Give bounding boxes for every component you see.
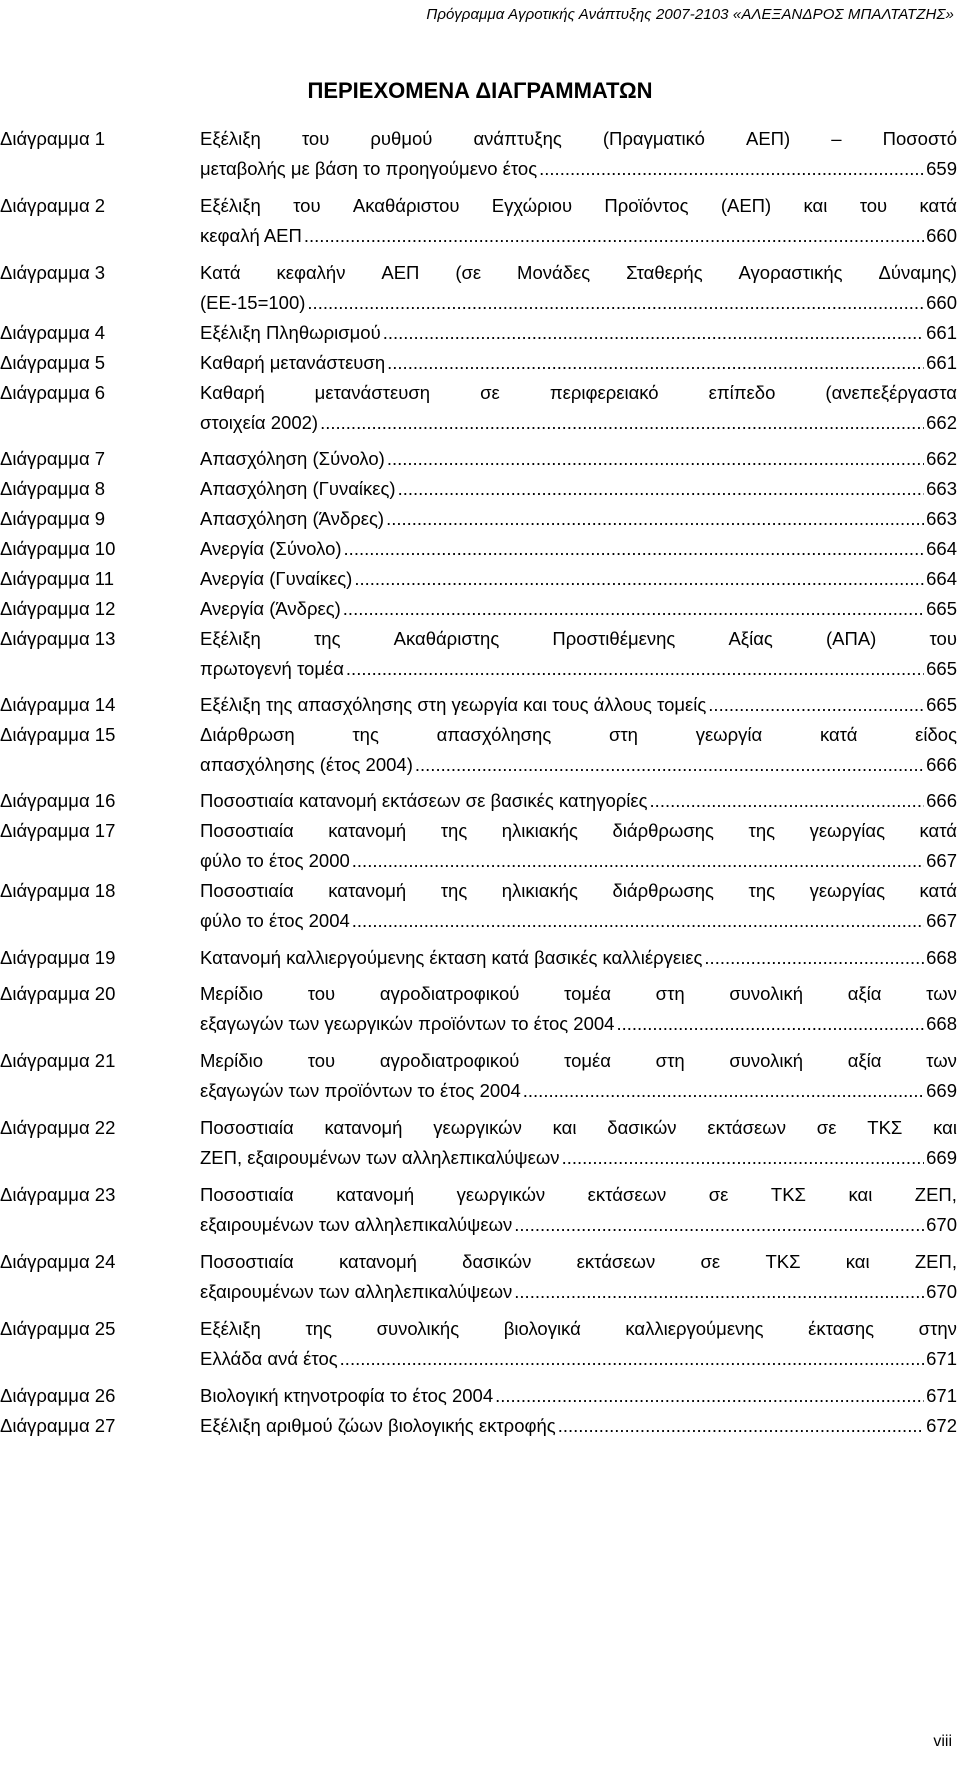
toc-entry-description xyxy=(200,1411,957,1441)
page-number: viii xyxy=(933,1733,952,1750)
running-header: Πρόγραμμα Αγροτικής Ανάπτυξης 2007-2103 «ΑΛΕΞΑΝΔΡΟΣ ΜΠΑΛΤΑΤΖΗΣ» xyxy=(426,6,954,23)
toc-entry-label: Διάγραμμα 12 xyxy=(0,598,116,619)
dot-leader xyxy=(346,654,924,684)
toc-entry-page[interactable]: 667 xyxy=(926,850,957,871)
toc-entry[interactable] xyxy=(0,1046,960,1106)
toc-entry-label: Διάγραμμα 6 xyxy=(0,382,106,403)
toc-entry-text-line: Κατά κεφαλήν ΑΕΠ (σε Μονάδες Σταθερής Αγοραστικής Δύναμης) xyxy=(200,262,957,283)
toc-entry[interactable] xyxy=(0,1381,960,1411)
toc-entry-label: Διάγραμμα 1 xyxy=(0,128,106,149)
toc-entry-label: Διάγραμμα 25 xyxy=(0,1318,116,1339)
toc-entry[interactable] xyxy=(0,979,960,1039)
toc-entry-description xyxy=(200,564,957,594)
dot-leader xyxy=(387,444,924,474)
toc-entry-label: Διάγραμμα 26 xyxy=(0,1385,116,1406)
toc-entry-label: Διάγραμμα 4 xyxy=(0,322,106,343)
toc-entry-last-line xyxy=(200,1381,957,1411)
toc-entry-page[interactable]: 670 xyxy=(926,1281,957,1302)
dot-leader xyxy=(650,786,925,816)
toc-entry[interactable] xyxy=(0,1247,960,1307)
toc-entry-last-line xyxy=(200,154,957,184)
toc-entry[interactable] xyxy=(0,258,960,318)
toc-entry-description xyxy=(200,720,957,780)
toc-entry-label: Διάγραμμα 7 xyxy=(0,448,106,469)
toc-entry-text: εξαιρουμένων των αλληλεπικαλύψεων xyxy=(200,1214,513,1235)
toc-entry-text-line: Εξέλιξη της συνολικής βιολογικά καλλιεργούμενης έκτασης στην xyxy=(200,1318,957,1339)
toc-entry-last-line xyxy=(200,1009,957,1039)
toc-entry-text-line: Ποσοστιαία κατανομή της ηλικιακής διάρθρωσης της γεωργίας κατά xyxy=(200,820,957,841)
toc-entry-description xyxy=(200,1247,957,1307)
toc-entry-text: φύλο το έτος 2004 xyxy=(200,910,350,931)
dot-leader xyxy=(558,1411,924,1441)
toc-entry-page[interactable]: 661 xyxy=(926,322,957,343)
toc-entry-last-line xyxy=(200,1277,957,1307)
toc-entry-last-line xyxy=(200,906,957,936)
toc-entry-text-line: Ποσοστιαία κατανομή της ηλικιακής διάρθρωσης της γεωργίας κατά xyxy=(200,880,957,901)
toc-entry-last-line xyxy=(200,654,957,684)
dot-leader xyxy=(708,690,924,720)
toc-entry-description xyxy=(200,979,957,1039)
dot-leader xyxy=(514,1277,924,1307)
toc-entry-text: (ΕΕ-15=100) xyxy=(200,292,306,313)
toc-entry-page[interactable]: 664 xyxy=(926,538,957,559)
toc-entry[interactable] xyxy=(0,124,960,184)
toc-entry[interactable] xyxy=(0,720,960,780)
toc-entry-last-line xyxy=(200,786,957,816)
toc-entry-page[interactable]: 663 xyxy=(926,478,957,499)
toc-entry-label: Διάγραμμα 20 xyxy=(0,983,116,1004)
toc-entry-label: Διάγραμμα 15 xyxy=(0,724,116,745)
toc-entry-label: Διάγραμμα 24 xyxy=(0,1251,116,1272)
dot-leader xyxy=(304,221,924,251)
toc-entry-last-line xyxy=(200,348,957,378)
toc-entry-text: απασχόλησης (έτος 2004) xyxy=(200,754,413,775)
toc-entry[interactable] xyxy=(0,348,960,378)
dot-leader xyxy=(523,1076,924,1106)
toc-entry-page[interactable]: 662 xyxy=(926,448,957,469)
dot-leader xyxy=(704,943,924,973)
toc-entry-page[interactable]: 661 xyxy=(926,352,957,373)
toc-entry-text: Εξέλιξη Πληθωρισμού xyxy=(200,322,381,343)
toc-entry-label: Διάγραμμα 13 xyxy=(0,628,116,649)
toc-entry-text: πρωτογενή τομέα xyxy=(200,658,344,679)
toc-entry-last-line xyxy=(200,594,957,624)
dot-leader xyxy=(352,906,924,936)
toc-entry-last-line xyxy=(200,1210,957,1240)
toc-entry-text: εξαιρουμένων των αλληλεπικαλύψεων xyxy=(200,1281,513,1302)
dot-leader xyxy=(616,1009,924,1039)
toc-entry-description xyxy=(200,474,957,504)
toc-entry-page[interactable]: 669 xyxy=(926,1147,957,1168)
toc-entry-description xyxy=(200,534,957,564)
toc-entry[interactable] xyxy=(0,318,960,348)
toc-entry-text: Εξέλιξη αριθμού ζώων βιολογικής εκτροφής xyxy=(200,1415,556,1436)
toc-entry-text-line: Εξέλιξη του ρυθμού ανάπτυξης (Πραγματικό ΑΕΠ) – Ποσοστό xyxy=(200,128,957,149)
toc-entry-page[interactable]: 671 xyxy=(926,1348,957,1369)
toc-entry-last-line xyxy=(200,1344,957,1374)
toc-entry[interactable] xyxy=(0,624,960,684)
toc-entry-description xyxy=(200,624,957,684)
table-of-figures xyxy=(0,124,960,1441)
toc-entry-description xyxy=(200,690,957,720)
toc-entry[interactable] xyxy=(0,876,960,936)
toc-entry-page[interactable]: 672 xyxy=(926,1415,957,1436)
dot-leader xyxy=(343,594,924,624)
toc-entry-last-line xyxy=(200,690,957,720)
toc-entry-description xyxy=(200,1314,957,1374)
toc-entry-text-line: Ποσοστιαία κατανομή γεωργικών εκτάσεων σε ΤΚΣ και ΖΕΠ, xyxy=(200,1184,957,1205)
toc-entry[interactable] xyxy=(0,1180,960,1240)
toc-entry-page[interactable]: 671 xyxy=(926,1385,957,1406)
toc-entry[interactable] xyxy=(0,444,960,474)
toc-entry-label: Διάγραμμα 22 xyxy=(0,1117,116,1138)
toc-entry[interactable] xyxy=(0,474,960,504)
dot-leader xyxy=(307,288,924,318)
toc-entry-last-line xyxy=(200,474,957,504)
page-title: ΠΕΡΙΕΧΟΜΕΝΑ ΔΙΑΓΡΑΜΜΑΤΩΝ xyxy=(307,78,653,103)
toc-entry-label: Διάγραμμα 3 xyxy=(0,262,106,283)
toc-entry[interactable] xyxy=(0,943,960,973)
toc-entry-page[interactable]: 660 xyxy=(926,292,957,313)
dot-leader xyxy=(415,750,924,780)
toc-entry-text: μεταβολής με βάση το προηγούμενο έτος xyxy=(200,158,538,179)
toc-entry-label: Διάγραμμα 23 xyxy=(0,1184,116,1205)
toc-entry-text-line: Διάρθρωση της απασχόλησης στη γεωργία κατά είδος xyxy=(200,724,957,745)
toc-entry-text: Εξέλιξη της απασχόλησης στη γεωργία και τους άλλους τομείς xyxy=(200,694,707,715)
toc-entry[interactable] xyxy=(0,534,960,564)
toc-entry-last-line xyxy=(200,504,957,534)
toc-entry-description xyxy=(200,594,957,624)
toc-entry-page[interactable]: 666 xyxy=(926,790,957,811)
toc-entry[interactable] xyxy=(0,786,960,816)
toc-entry[interactable] xyxy=(0,378,960,438)
toc-entry-text: Απασχόληση (Γυναίκες) xyxy=(200,478,396,499)
toc-entry-label: Διάγραμμα 8 xyxy=(0,478,106,499)
toc-entry-description xyxy=(200,318,957,348)
dot-leader xyxy=(514,1210,924,1240)
toc-entry-label: Διάγραμμα 9 xyxy=(0,508,106,529)
toc-entry-description xyxy=(200,348,957,378)
toc-entry-label: Διάγραμμα 10 xyxy=(0,538,116,559)
toc-entry-description xyxy=(200,786,957,816)
toc-entry-label: Διάγραμμα 16 xyxy=(0,790,116,811)
dot-leader xyxy=(398,474,925,504)
toc-entry-last-line xyxy=(200,534,957,564)
toc-entry-label: Διάγραμμα 17 xyxy=(0,820,116,841)
toc-entry-last-line xyxy=(200,1076,957,1106)
toc-entry[interactable] xyxy=(0,816,960,876)
toc-entry-text: Ελλάδα ανά έτος xyxy=(200,1348,338,1369)
toc-entry-page[interactable]: 668 xyxy=(926,947,957,968)
toc-entry-last-line xyxy=(200,846,957,876)
dot-leader xyxy=(539,154,924,184)
dot-leader xyxy=(383,318,924,348)
dot-leader xyxy=(320,408,924,438)
toc-entry[interactable] xyxy=(0,1113,960,1173)
toc-entry-text-line: Καθαρή μετανάστευση σε περιφερειακό επίπεδο (ανεπεξέργαστα xyxy=(200,382,957,403)
toc-entry-label: Διάγραμμα 18 xyxy=(0,880,116,901)
toc-entry-text: Ανεργία (Γυναίκες) xyxy=(200,568,353,589)
toc-entry-page[interactable]: 659 xyxy=(926,158,957,179)
toc-entry-label: Διάγραμμα 2 xyxy=(0,195,106,216)
toc-entry-page[interactable]: 669 xyxy=(926,1080,957,1101)
toc-entry-page[interactable]: 668 xyxy=(926,1013,957,1034)
toc-entry-page[interactable]: 665 xyxy=(926,598,957,619)
toc-entry[interactable] xyxy=(0,690,960,720)
toc-entry[interactable] xyxy=(0,594,960,624)
dot-leader xyxy=(387,348,924,378)
toc-entry-page[interactable]: 662 xyxy=(926,412,957,433)
toc-entry-text: εξαγωγών των προϊόντων το έτος 2004 xyxy=(200,1080,521,1101)
toc-entry-text: Βιολογική κτηνοτροφία το έτος 2004 xyxy=(200,1385,494,1406)
toc-entry-last-line xyxy=(200,943,957,973)
toc-entry-last-line xyxy=(200,408,957,438)
toc-entry-text: Ποσοστιαία κατανομή εκτάσεων σε βασικές κατηγορίες xyxy=(200,790,648,811)
toc-entry-page[interactable]: 660 xyxy=(926,225,957,246)
toc-entry-description xyxy=(200,504,957,534)
dot-leader xyxy=(495,1381,924,1411)
toc-entry-text: φύλο το έτος 2000 xyxy=(200,850,350,871)
toc-entry-label: Διάγραμμα 21 xyxy=(0,1050,116,1071)
toc-entry-last-line xyxy=(200,564,957,594)
toc-entry-text-line: Μερίδιο του αγροδιατροφικού τομέα στη συνολική αξία των xyxy=(200,983,957,1004)
toc-entry-last-line xyxy=(200,318,957,348)
toc-entry-description xyxy=(200,124,957,184)
toc-entry-text: στοιχεία 2002) xyxy=(200,412,319,433)
toc-entry[interactable] xyxy=(0,1411,960,1441)
toc-entry-description xyxy=(200,191,957,251)
toc-entry-page[interactable]: 667 xyxy=(926,910,957,931)
toc-entry-last-line xyxy=(200,288,957,318)
toc-entry-page[interactable]: 665 xyxy=(926,658,957,679)
toc-entry-text: ΖΕΠ, εξαιρουμένων των αλληλεπικαλύψεων xyxy=(200,1147,560,1168)
toc-entry-last-line xyxy=(200,444,957,474)
toc-entry-text: Ανεργία (Άνδρες) xyxy=(200,598,341,619)
dot-leader xyxy=(344,534,925,564)
dot-leader xyxy=(354,564,924,594)
toc-entry-label: Διάγραμμα 5 xyxy=(0,352,106,373)
dot-leader xyxy=(386,504,924,534)
toc-entry-text: Απασχόληση (Άνδρες) xyxy=(200,508,385,529)
toc-entry[interactable] xyxy=(0,191,960,251)
toc-entry-label: Διάγραμμα 14 xyxy=(0,694,116,715)
toc-entry-last-line xyxy=(200,1411,957,1441)
toc-entry[interactable] xyxy=(0,564,960,594)
toc-entry-description xyxy=(200,1046,957,1106)
toc-entry-page[interactable]: 666 xyxy=(926,754,957,775)
toc-entry-text-line: Μερίδιο του αγροδιατροφικού τομέα στη συνολική αξία των xyxy=(200,1050,957,1071)
toc-entry-page[interactable]: 670 xyxy=(926,1214,957,1235)
toc-entry-text: Ανεργία (Σύνολο) xyxy=(200,538,342,559)
toc-entry-description xyxy=(200,1180,957,1240)
toc-entry[interactable] xyxy=(0,1314,960,1374)
toc-entry-text-line: Ποσοστιαία κατανομή γεωργικών και δασικών εκτάσεων σε ΤΚΣ και xyxy=(200,1117,957,1138)
toc-entry-description xyxy=(200,1113,957,1173)
dot-leader xyxy=(562,1143,925,1173)
toc-entry-text: κεφαλή ΑΕΠ xyxy=(200,225,302,246)
toc-entry-description xyxy=(200,816,957,876)
toc-entry-text: Απασχόληση (Σύνολο) xyxy=(200,448,385,469)
toc-entry-text-line: Ποσοστιαία κατανομή δασικών εκτάσεων σε ΤΚΣ και ΖΕΠ, xyxy=(200,1251,957,1272)
toc-entry-description xyxy=(200,378,957,438)
toc-entry-page[interactable]: 665 xyxy=(926,694,957,715)
toc-entry-description xyxy=(200,258,957,318)
toc-entry-description xyxy=(200,1381,957,1411)
toc-entry-text: εξαγωγών των γεωργικών προϊόντων το έτος 2004 xyxy=(200,1013,615,1034)
toc-entry-description xyxy=(200,444,957,474)
toc-entry-last-line xyxy=(200,1143,957,1173)
dot-leader xyxy=(340,1344,924,1374)
toc-entry-label: Διάγραμμα 19 xyxy=(0,947,116,968)
dot-leader xyxy=(352,846,924,876)
toc-entry[interactable] xyxy=(0,504,960,534)
toc-entry-text-line: Εξέλιξη του Ακαθάριστου Εγχώριου Προϊόντος (ΑΕΠ) και του κατά xyxy=(200,195,957,216)
toc-entry-page[interactable]: 663 xyxy=(926,508,957,529)
toc-entry-label: Διάγραμμα 11 xyxy=(0,568,114,589)
toc-entry-description xyxy=(200,876,957,936)
toc-entry-last-line xyxy=(200,221,957,251)
toc-entry-text: Καθαρή μετανάστευση xyxy=(200,352,386,373)
toc-entry-description xyxy=(200,943,957,973)
toc-entry-text-line: Εξέλιξη της Ακαθάριστης Προστιθέμενης Αξίας (ΑΠΑ) του xyxy=(200,628,957,649)
toc-entry-label: Διάγραμμα 27 xyxy=(0,1415,116,1436)
toc-entry-last-line xyxy=(200,750,957,780)
toc-entry-page[interactable]: 664 xyxy=(926,568,957,589)
toc-entry-text: Κατανομή καλλιεργούμενης έκταση κατά βασικές καλλιέργειες xyxy=(200,947,703,968)
